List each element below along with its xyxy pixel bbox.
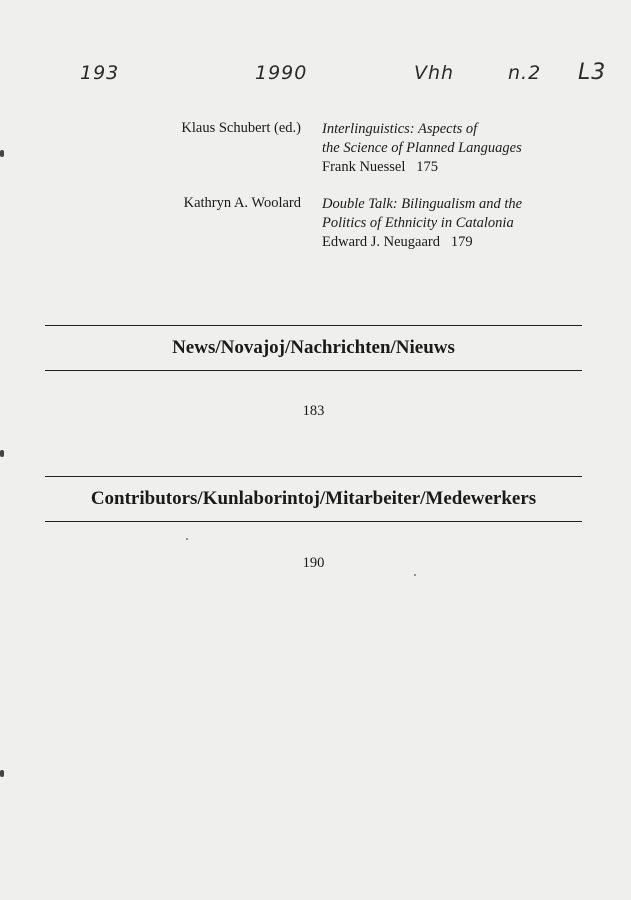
- review-work: [322, 120, 522, 177]
- section-heading-news: News/Novajoj/Nachrichten/Nieuws: [172, 337, 455, 358]
- handwritten-annotation-2: 1990: [255, 62, 308, 84]
- section-page-number: 183: [302, 403, 325, 419]
- section-rule: [45, 476, 582, 477]
- review-title-line: Interlinguistics: Aspects of: [322, 121, 478, 137]
- scan-speck: [414, 574, 416, 576]
- review-reviewer: [322, 158, 522, 177]
- scan-mark: [0, 450, 4, 457]
- scan-mark: [0, 150, 4, 157]
- section-page-number: 190: [302, 555, 325, 571]
- section-rule: [45, 325, 582, 326]
- reviewer-name: Frank Nuessel: [322, 159, 406, 175]
- handwritten-annotation-1: 193: [80, 62, 120, 84]
- review-title-line: Double Talk: Bilingualism and the: [322, 196, 523, 212]
- review-author: Klaus Schubert (ed.): [181, 120, 301, 136]
- review-reviewer: [322, 233, 522, 252]
- review-work: [322, 195, 522, 252]
- review-page: 179: [450, 234, 473, 250]
- section-rule: [45, 370, 582, 371]
- reviewer-name: Edward J. Neugaard: [322, 234, 440, 250]
- review-title-line: Politics of Ethnicity in Catalonia: [322, 215, 514, 231]
- section-rule: [45, 521, 582, 522]
- scan-speck: [186, 538, 188, 540]
- handwritten-annotation-3: Vhh: [414, 62, 455, 84]
- review-author: Kathryn A. Woolard: [183, 195, 301, 211]
- handwritten-annotation-4: n.2: [508, 62, 542, 84]
- section-heading-contributors: Contributors/Kunlaborintoj/Mitarbeiter/Medewerkers: [90, 488, 537, 509]
- review-title-line: the Science of Planned Languages: [322, 140, 522, 156]
- handwritten-annotation-5: L3: [578, 60, 607, 85]
- review-page: 175: [416, 159, 438, 175]
- scan-mark: [0, 770, 4, 777]
